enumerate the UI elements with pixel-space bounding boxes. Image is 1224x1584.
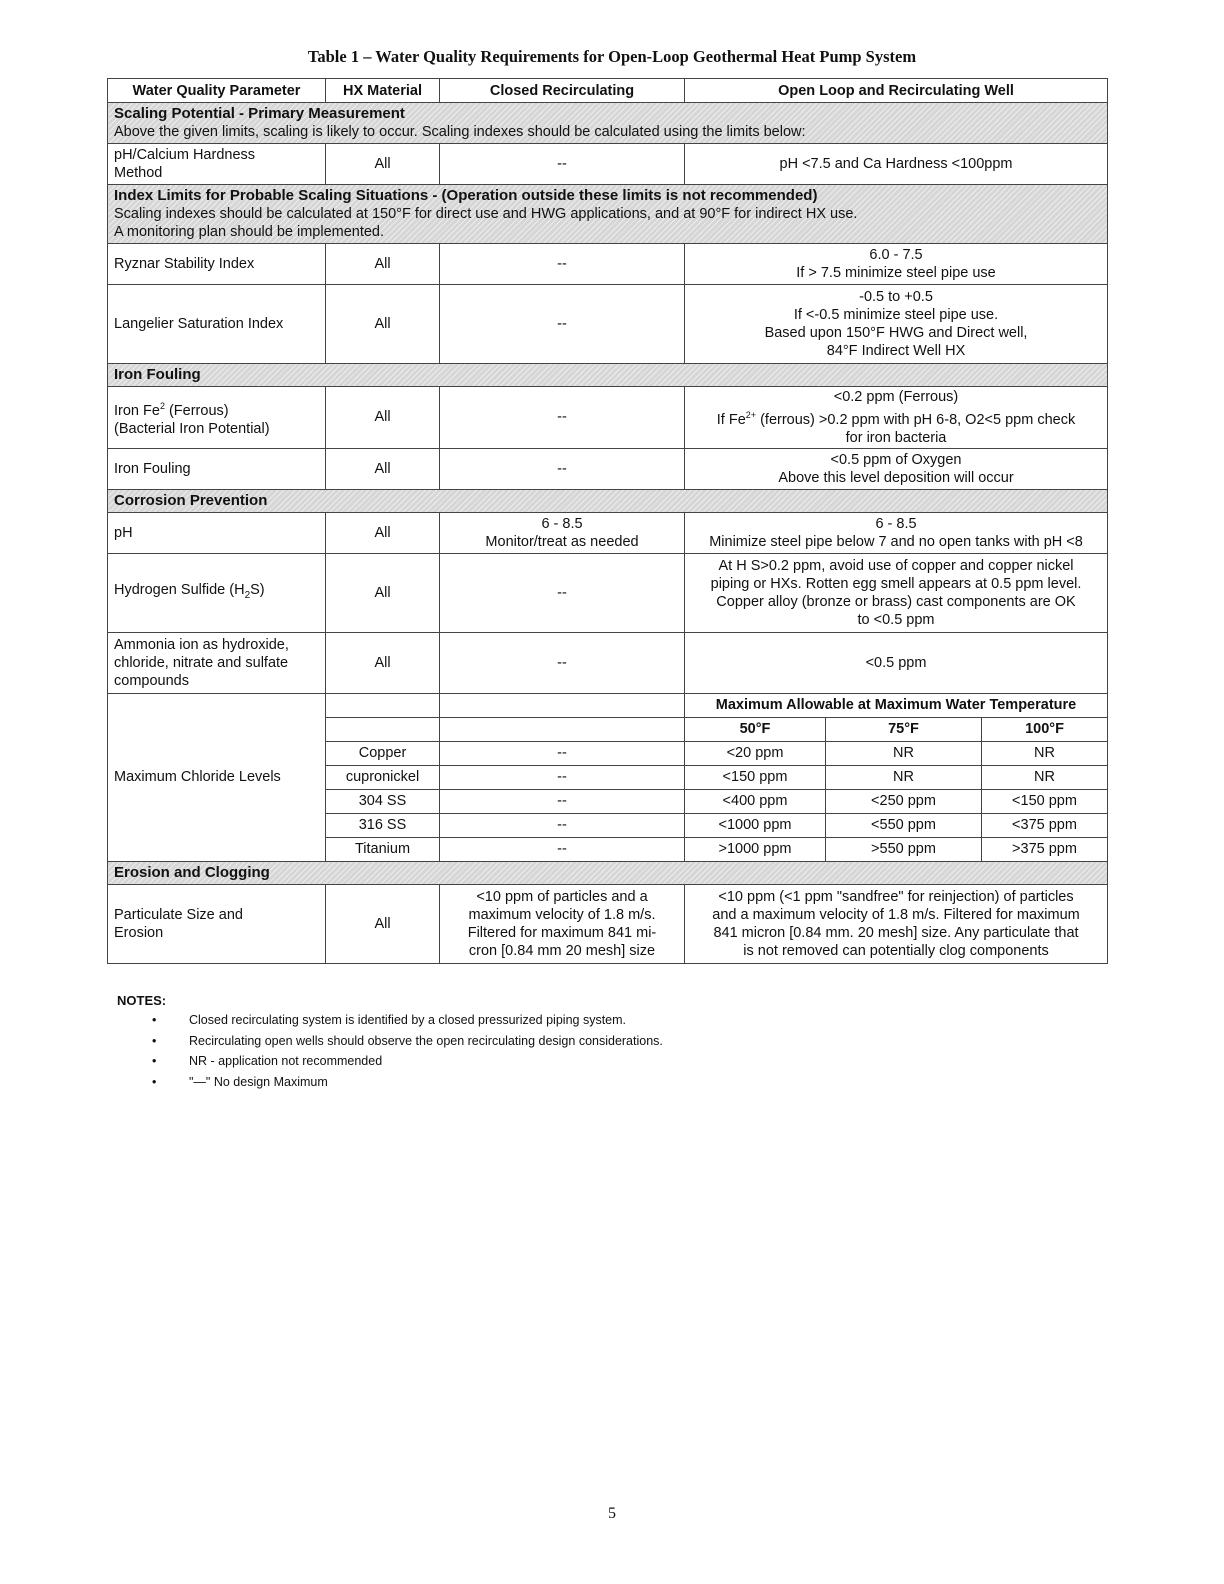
closed-cell: -- [440, 144, 685, 185]
header-parameter: Water Quality Parameter [108, 79, 326, 103]
table-row [108, 285, 1108, 364]
t100-cell: <150 ppm [982, 789, 1108, 813]
table-row: Hydrogen Sulfide $(H_2S)$ All -- At H S>0.2 ppm, avoid use of copper and copper nickel piping or HXs. Rotten egg smell appears at 0.5 ppm level. Copper alloy (bronze or brass) cast components are OK to <0.5 ppm [108, 553, 1108, 632]
hx-cell: All [326, 632, 440, 693]
closed-line: Monitor/treat as needed [485, 533, 639, 550]
param-line: Erosion [114, 924, 164, 941]
temp-75: 75°F [826, 717, 982, 741]
table-row [108, 448, 1108, 489]
param-cell: Langelier Saturation Index [108, 285, 326, 364]
open-line: 6.0 - 7.5 [869, 247, 923, 263]
section-title: Corrosion Prevention [114, 491, 268, 509]
section-title: Iron Fouling [114, 366, 201, 383]
closed-cell: -- [440, 632, 685, 693]
closed-line: <10 ppm of particles and a [476, 888, 648, 905]
closed-cell: -- [440, 387, 685, 449]
closed-cell: -- [440, 837, 685, 861]
bullet-icon: • [152, 1074, 157, 1089]
hx-cell: All [326, 387, 440, 449]
param-cell: Ryznar Stability Index [108, 244, 326, 285]
notes [117, 993, 663, 1095]
material-cell: cupronickel [326, 765, 440, 789]
open-cell: pH <7.5 and Ca Hardness <100ppm [685, 144, 1108, 185]
t75-cell: <250 ppm [826, 789, 982, 813]
header-hx-material: HX Material [326, 79, 440, 103]
section-scaling [108, 103, 1108, 144]
bullet-icon: • [152, 1033, 157, 1048]
open-cell: <0.5 ppm [685, 632, 1108, 693]
param-line: Ammonia ion as hydroxide, [114, 636, 289, 653]
open-line: -0.5 to +0.5 [859, 289, 933, 305]
closed-line: maximum velocity of 1.8 m/s. [468, 906, 656, 923]
t75-cell: NR [826, 741, 982, 765]
material-cell: Copper [326, 741, 440, 765]
chloride-max-header-row [108, 693, 1108, 717]
material-cell: 304 SS [326, 789, 440, 813]
open-line: Minimize steel pipe below 7 and no open tanks with pH <8 [709, 533, 1083, 550]
t50-cell: <150 ppm [685, 765, 826, 789]
open-line: Above this level deposition will occur [778, 469, 1014, 486]
param-line: Particulate Size and [114, 906, 243, 923]
open-line: <0.5 ppm of Oxygen [830, 451, 962, 468]
closed-line: cron [0.84 mm 20 mesh] size [468, 942, 656, 959]
section-title: Index Limits for Probable Scaling Situations - (Operation outside these limits is not recommended) [114, 187, 818, 204]
closed-line: 6 - 8.5 [541, 515, 583, 532]
open-line: <0.2 ppm (Ferrous) [833, 389, 959, 405]
open-line: 6 - 8.5 [875, 515, 917, 532]
section-iron-fouling [108, 364, 1108, 387]
note-item: • Closed recirculating system is identified by a closed pressurized piping system. [152, 1013, 626, 1027]
temp-100: 100°F [982, 717, 1108, 741]
open-line: If $Fe^{2+}$ (ferrous) >0.2 ppm with pH 6-8, O2<5 ppm check [716, 410, 1076, 428]
note-item: • NR - application not recommended [152, 1054, 383, 1068]
section-description: Above the given limits, scaling is likely to occur. Scaling indexes should be calculated using the limits below: [114, 124, 806, 140]
section-title: Scaling Potential - Primary Measurement [114, 105, 405, 122]
section-erosion [108, 861, 1108, 884]
param-line: Iron Fe$^2$ (Ferrous) [114, 401, 229, 419]
t50-cell: >1000 ppm [685, 837, 826, 861]
t100-cell: <375 ppm [982, 813, 1108, 837]
open-line: If <-0.5 minimize steel pipe use. [793, 307, 999, 323]
closed-line: Filtered for maximum 841 mi- [467, 924, 657, 941]
open-line: Based upon 150°F HWG and Direct well, [764, 325, 1028, 341]
closed-cell: -- [440, 448, 685, 489]
t75-cell: NR [826, 765, 982, 789]
param-cell: pH [108, 512, 326, 553]
hx-cell: All [326, 244, 440, 285]
param-line: chloride, nitrate and sulfate [114, 654, 289, 671]
hx-cell: All [326, 553, 440, 632]
param-line: compounds [114, 672, 189, 689]
open-line: 84°F Indirect Well HX [826, 343, 966, 359]
header-open-loop: Open Loop and Recirculating Well [685, 79, 1108, 103]
param-cell: Iron Fouling [108, 448, 326, 489]
table-row [108, 512, 1108, 553]
open-line: At H S>0.2 ppm, avoid use of copper and copper nickel [718, 557, 1074, 574]
closed-cell: -- [440, 244, 685, 285]
notes-title: NOTES: [117, 993, 167, 1008]
open-line: is not removed can potentially clog components [743, 942, 1049, 959]
t100-cell: >375 ppm [982, 837, 1108, 861]
param-line: (Bacterial Iron Potential) [114, 420, 270, 437]
t100-cell: NR [982, 741, 1108, 765]
open-line: for iron bacteria [845, 429, 947, 446]
t100-cell: NR [982, 765, 1108, 789]
table-row [108, 387, 1108, 449]
open-line: Copper alloy (bronze or brass) cast components are OK [716, 593, 1076, 610]
table-row [108, 144, 1108, 185]
open-line: piping or HXs. Rotten egg smell appears at 0.5 ppm level. [710, 575, 1082, 592]
param-line: pH/Calcium Hardness [114, 147, 256, 163]
note-item: • "—" No design Maximum [152, 1074, 328, 1089]
header-row [108, 79, 1108, 103]
open-line: and a maximum velocity of 1.8 m/s. Filtered for maximum [712, 906, 1080, 923]
closed-cell: -- [440, 789, 685, 813]
t50-cell: <400 ppm [685, 789, 826, 813]
param-line: Method [114, 165, 163, 181]
material-cell: Titanium [326, 837, 440, 861]
closed-cell: -- [440, 765, 685, 789]
material-cell: 316 SS [326, 813, 440, 837]
t50-cell: <20 ppm [685, 741, 826, 765]
page-number: 5 [608, 1505, 616, 1522]
water-quality-table [107, 78, 1108, 964]
temp-50: 50°F [685, 717, 826, 741]
hx-cell: All [326, 448, 440, 489]
closed-cell: -- [440, 553, 685, 632]
t75-cell: >550 ppm [826, 837, 982, 861]
table-row [108, 244, 1108, 285]
bullet-icon: • [152, 1013, 157, 1027]
closed-cell: -- [440, 285, 685, 364]
open-line: If > 7.5 minimize steel pipe use [796, 265, 996, 281]
closed-cell: -- [440, 813, 685, 837]
table-row [108, 632, 1108, 693]
table-title: Table 1 – Water Quality Requirements for Open-Loop Geothermal Heat Pump System [307, 47, 917, 66]
t75-cell: <550 ppm [826, 813, 982, 837]
hx-cell: All [326, 884, 440, 963]
chloride-max-header: Maximum Allowable at Maximum Water Temperature [685, 693, 1108, 717]
open-line: to <0.5 ppm [857, 611, 935, 628]
param-cell: Maximum Chloride Levels [108, 693, 326, 861]
header-closed-recirculating: Closed Recirculating [440, 79, 685, 103]
section-index-limits [108, 185, 1108, 244]
section-title: Erosion and Clogging [114, 863, 270, 881]
hx-cell: All [326, 144, 440, 185]
hx-cell: All [326, 512, 440, 553]
section-description: A monitoring plan should be implemented. [114, 224, 385, 240]
note-item: • Recirculating open wells should observe the open recirculating design considerations. [152, 1033, 663, 1048]
open-line: 841 micron [0.84 mm. 20 mesh] size. Any particulate that [713, 924, 1079, 941]
table-row [108, 884, 1108, 963]
closed-cell: -- [440, 741, 685, 765]
section-description: Scaling indexes should be calculated at 150°F for direct use and HWG applications, and at 90°F for indirect HX use. [114, 206, 858, 222]
open-line: <10 ppm (<1 ppm "sandfree" for reinjection) of particles [718, 888, 1074, 905]
t50-cell: <1000 ppm [685, 813, 826, 837]
bullet-icon: • [152, 1054, 157, 1068]
hx-cell: All [326, 285, 440, 364]
section-corrosion [108, 489, 1108, 512]
